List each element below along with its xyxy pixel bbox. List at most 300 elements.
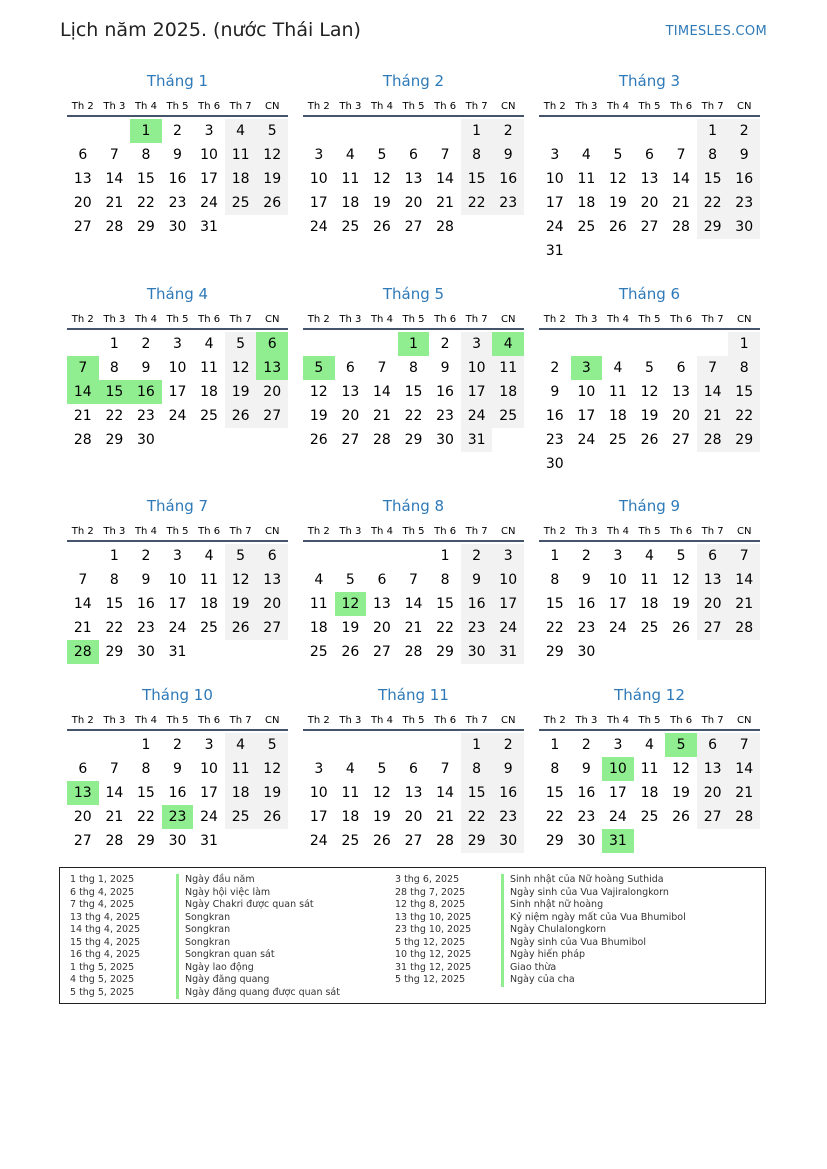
day-cell: 17 <box>492 592 524 616</box>
weekday-label: Th 3 <box>103 526 126 537</box>
day-cell: 18 <box>200 384 218 400</box>
day-cell: 31 <box>200 833 218 849</box>
weekday-label: Th 6 <box>670 715 693 726</box>
empty-cell <box>303 119 335 143</box>
empty-cell <box>366 332 398 356</box>
holiday-day-cell: 6 <box>256 332 288 356</box>
holiday-day-cell: 23 <box>162 805 194 829</box>
holiday-day-cell: 7 <box>67 356 99 380</box>
weekday-label: Th 6 <box>198 526 221 537</box>
day-cell: 14 <box>697 380 729 404</box>
day-cell: 1 <box>461 119 493 143</box>
day-cell: 21 <box>672 195 690 211</box>
day-cell: 25 <box>309 644 328 660</box>
day-cell: 14 <box>672 171 690 187</box>
weekday-label: Th 7 <box>465 101 488 112</box>
legend-name: Ngày Chakri được quan sát <box>185 899 314 910</box>
day-cell: 18 <box>341 809 360 825</box>
day-cell: 8 <box>728 356 760 380</box>
weekday-label: Th 6 <box>670 526 693 537</box>
empty-cell <box>665 119 697 143</box>
month-title: Tháng 3 <box>618 72 681 90</box>
legend-item <box>60 949 340 962</box>
day-cell: 15 <box>461 167 493 191</box>
legend-marker <box>176 912 179 925</box>
day-cell: 1 <box>141 737 151 753</box>
day-cell: 24 <box>609 809 627 825</box>
legend-item <box>385 924 686 937</box>
day-cell: 11 <box>341 171 360 187</box>
weekday-label: Th 2 <box>71 715 94 726</box>
day-cell: 11 <box>577 171 596 187</box>
weekday-label: Th 5 <box>166 715 189 726</box>
day-cell: 15 <box>545 596 564 612</box>
day-cell: 7 <box>109 147 119 163</box>
day-cell: 26 <box>341 644 360 660</box>
day-cell: 7 <box>78 572 88 588</box>
day-grid <box>67 332 288 452</box>
day-cell: 6 <box>345 360 355 376</box>
day-cell: 27 <box>697 805 729 829</box>
legend-item <box>385 937 686 950</box>
day-cell: 27 <box>404 833 423 849</box>
month-7 <box>67 497 288 664</box>
legend-item <box>60 974 340 987</box>
day-cell: 25 <box>225 191 257 215</box>
day-cell: 23 <box>436 408 454 424</box>
day-cell: 4 <box>345 761 355 777</box>
day-cell: 24 <box>461 404 493 428</box>
empty-cell <box>665 332 697 356</box>
weekday-label: Th 7 <box>465 526 488 537</box>
day-cell: 23 <box>461 616 493 640</box>
day-cell: 31 <box>200 219 218 235</box>
day-cell: 2 <box>581 548 591 564</box>
day-cell: 11 <box>640 572 659 588</box>
weekday-header <box>67 705 288 731</box>
legend-name: Ngày đăng quang <box>185 974 270 985</box>
day-cell: 14 <box>105 785 124 801</box>
day-cell: 16 <box>492 167 524 191</box>
day-grid <box>539 332 760 476</box>
day-cell: 28 <box>436 833 454 849</box>
day-cell: 24 <box>577 432 596 448</box>
weekday-label: Th 3 <box>575 314 598 325</box>
weekday-label: Th 4 <box>134 101 157 112</box>
legend-item <box>60 924 340 937</box>
day-cell: 2 <box>141 336 151 352</box>
day-cell: 24 <box>168 408 187 424</box>
day-cell: 3 <box>173 336 182 352</box>
legend-name: Ngày sinh của Vua Bhumibol <box>510 936 646 948</box>
empty-cell <box>99 733 131 757</box>
day-cell: 14 <box>404 596 423 612</box>
legend-date: 6 thg 4, 2025 <box>70 886 135 898</box>
holiday-day-cell: 4 <box>492 332 524 356</box>
day-cell: 10 <box>168 360 187 376</box>
day-cell: 21 <box>105 195 124 211</box>
empty-cell <box>602 332 634 356</box>
legend-name: Songkran quan sát <box>185 949 275 960</box>
day-cell: 16 <box>168 171 187 187</box>
day-cell: 7 <box>109 761 119 777</box>
legend-name: Songkran <box>185 924 231 935</box>
day-cell: 3 <box>613 737 623 753</box>
day-cell: 26 <box>672 620 690 636</box>
weekday-label: Th 2 <box>71 526 94 537</box>
legend-date: 13 thg 4, 2025 <box>70 911 141 923</box>
day-cell: 15 <box>137 171 155 187</box>
weekday-label: Th 4 <box>606 314 629 325</box>
weekday-label: Th 2 <box>307 101 330 112</box>
day-cell: 13 <box>404 785 423 801</box>
day-cell: 13 <box>697 568 729 592</box>
day-cell: 17 <box>200 785 218 801</box>
weekday-label: Th 4 <box>134 715 157 726</box>
holiday-day-cell: 28 <box>67 640 99 664</box>
day-cell: 7 <box>440 761 450 777</box>
day-cell: 21 <box>73 408 92 424</box>
legend-item <box>385 874 686 887</box>
legend-item <box>385 974 686 987</box>
legend-column-right <box>385 874 686 987</box>
day-cell: 3 <box>204 737 214 753</box>
day-cell: 9 <box>141 572 151 588</box>
weekday-label: Th 6 <box>434 314 457 325</box>
weekday-label: Th 7 <box>701 314 724 325</box>
day-cell: 24 <box>545 219 564 235</box>
weekday-label: Th 3 <box>339 715 362 726</box>
holiday-day-cell: 13 <box>256 356 288 380</box>
day-cell: 25 <box>341 219 360 235</box>
holiday-day-cell: 5 <box>303 356 335 380</box>
day-cell: 21 <box>436 809 454 825</box>
weekday-label: Th 2 <box>307 314 330 325</box>
legend-marker <box>501 912 504 925</box>
legend-name: Sinh nhật của Nữ hoàng Suthida <box>510 874 664 885</box>
weekday-label: CN <box>737 715 752 726</box>
weekday-label: Th 4 <box>134 314 157 325</box>
day-cell: 16 <box>461 592 493 616</box>
weekday-label: Th 7 <box>229 314 252 325</box>
day-cell: 9 <box>141 360 151 376</box>
day-cell: 8 <box>550 761 560 777</box>
day-cell: 11 <box>609 384 627 400</box>
day-cell: 18 <box>492 380 524 404</box>
day-cell: 3 <box>492 544 524 568</box>
day-cell: 9 <box>550 384 560 400</box>
empty-cell <box>335 733 367 757</box>
empty-cell <box>99 119 131 143</box>
weekday-label: Th 4 <box>370 715 393 726</box>
legend-item <box>60 874 340 887</box>
day-cell: 23 <box>577 620 596 636</box>
empty-cell <box>602 119 634 143</box>
day-cell: 30 <box>545 456 564 472</box>
day-cell: 28 <box>105 219 124 235</box>
day-cell: 22 <box>545 620 564 636</box>
day-cell: 18 <box>640 596 659 612</box>
day-cell: 21 <box>73 620 92 636</box>
day-cell: 26 <box>640 432 659 448</box>
month-title: Tháng 8 <box>382 497 445 515</box>
legend-name: Ngày lao động <box>185 961 254 973</box>
weekday-label: Th 6 <box>670 314 693 325</box>
weekday-label: Th 5 <box>638 526 661 537</box>
empty-cell <box>67 733 99 757</box>
day-cell: 20 <box>404 809 423 825</box>
day-cell: 26 <box>225 404 257 428</box>
empty-cell <box>335 332 367 356</box>
day-cell: 9 <box>173 761 182 777</box>
month-title: Tháng 11 <box>378 686 449 704</box>
day-cell: 4 <box>225 119 257 143</box>
empty-cell <box>539 119 571 143</box>
legend-name: Ngày của cha <box>510 974 575 985</box>
day-cell: 26 <box>373 833 391 849</box>
site-link[interactable]: TIMESLES.COM <box>665 24 767 39</box>
day-cell: 1 <box>550 737 560 753</box>
day-cell: 20 <box>73 809 92 825</box>
legend-date: 5 thg 12, 2025 <box>395 974 466 985</box>
day-cell: 12 <box>373 785 391 801</box>
empty-cell <box>429 733 461 757</box>
empty-cell <box>429 119 461 143</box>
weekday-label: CN <box>265 101 280 112</box>
day-cell: 2 <box>440 336 450 352</box>
day-cell: 19 <box>309 408 328 424</box>
day-cell: 13 <box>256 568 288 592</box>
day-cell: 17 <box>609 785 627 801</box>
day-cell: 9 <box>581 572 591 588</box>
day-cell: 22 <box>137 809 155 825</box>
day-cell: 14 <box>436 785 454 801</box>
day-cell: 1 <box>550 548 560 564</box>
month-title: Tháng 6 <box>618 285 681 303</box>
day-cell: 16 <box>137 596 155 612</box>
day-cell: 21 <box>728 781 760 805</box>
day-cell: 23 <box>728 191 760 215</box>
legend-column-left <box>60 874 340 999</box>
day-cell: 31 <box>461 428 493 452</box>
day-cell: 4 <box>613 360 623 376</box>
day-cell: 28 <box>728 805 760 829</box>
empty-cell <box>366 119 398 143</box>
month-title: Tháng 10 <box>142 686 213 704</box>
day-cell: 9 <box>173 147 182 163</box>
day-cell: 19 <box>672 596 690 612</box>
day-cell: 8 <box>550 572 560 588</box>
empty-cell <box>67 119 99 143</box>
day-cell: 30 <box>728 215 760 239</box>
day-cell: 25 <box>200 620 218 636</box>
legend-item <box>385 887 686 900</box>
weekday-header <box>303 516 524 542</box>
day-cell: 14 <box>436 171 454 187</box>
holiday-day-cell: 31 <box>602 829 634 853</box>
legend-date: 15 thg 4, 2025 <box>70 936 141 948</box>
day-cell: 10 <box>200 147 218 163</box>
holiday-day-cell: 15 <box>99 380 131 404</box>
day-cell: 26 <box>609 219 627 235</box>
day-cell: 24 <box>200 195 218 211</box>
day-cell: 16 <box>577 785 596 801</box>
weekday-label: CN <box>501 715 516 726</box>
weekday-label: Th 7 <box>229 715 252 726</box>
day-cell: 27 <box>73 833 92 849</box>
day-cell: 2 <box>728 119 760 143</box>
day-cell: 27 <box>341 432 360 448</box>
day-cell: 13 <box>341 384 360 400</box>
day-cell: 15 <box>105 596 124 612</box>
day-cell: 2 <box>173 123 182 139</box>
day-cell: 27 <box>256 404 288 428</box>
day-cell: 12 <box>225 568 257 592</box>
day-cell: 28 <box>697 428 729 452</box>
day-cell: 6 <box>377 572 387 588</box>
weekday-label: Th 7 <box>465 314 488 325</box>
day-cell: 25 <box>640 809 659 825</box>
day-cell: 15 <box>404 384 423 400</box>
day-cell: 18 <box>577 195 596 211</box>
day-cell: 28 <box>728 616 760 640</box>
legend-name: Giao thừa <box>510 961 557 973</box>
day-cell: 22 <box>436 620 454 636</box>
day-cell: 24 <box>492 616 524 640</box>
legend-date: 5 thg 12, 2025 <box>395 936 466 948</box>
day-cell: 5 <box>225 332 257 356</box>
day-cell: 23 <box>137 620 155 636</box>
holiday-day-cell: 5 <box>665 733 697 757</box>
day-cell: 29 <box>545 644 564 660</box>
weekday-label: Th 2 <box>307 526 330 537</box>
day-cell: 30 <box>461 640 493 664</box>
legend-date: 31 thg 12, 2025 <box>395 961 472 973</box>
month-1 <box>67 72 288 239</box>
day-cell: 8 <box>697 143 729 167</box>
day-cell: 25 <box>341 833 360 849</box>
day-cell: 19 <box>256 167 288 191</box>
weekday-label: Th 5 <box>166 314 189 325</box>
legend-name: Songkran <box>185 936 231 948</box>
day-cell: 26 <box>256 805 288 829</box>
day-cell: 17 <box>200 171 218 187</box>
empty-cell <box>398 119 430 143</box>
day-cell: 9 <box>440 360 450 376</box>
day-grid <box>539 544 760 664</box>
month-title: Tháng 1 <box>146 72 209 90</box>
day-cell: 25 <box>200 408 218 424</box>
legend-date: 10 thg 12, 2025 <box>395 949 472 960</box>
day-cell: 31 <box>492 640 524 664</box>
day-cell: 14 <box>728 757 760 781</box>
day-cell: 16 <box>492 781 524 805</box>
day-cell: 30 <box>168 833 187 849</box>
weekday-label: CN <box>265 314 280 325</box>
weekday-label: Th 5 <box>638 101 661 112</box>
day-cell: 25 <box>609 432 627 448</box>
day-cell: 24 <box>609 620 627 636</box>
day-cell: 9 <box>461 568 493 592</box>
day-cell: 1 <box>461 733 493 757</box>
day-cell: 22 <box>105 620 124 636</box>
day-cell: 15 <box>728 380 760 404</box>
weekday-label: Th 7 <box>465 715 488 726</box>
weekday-label: CN <box>501 101 516 112</box>
legend-date: 4 thg 5, 2025 <box>70 974 135 985</box>
day-cell: 8 <box>461 757 493 781</box>
day-grid <box>539 733 760 853</box>
weekday-label: Th 5 <box>638 314 661 325</box>
day-cell: 5 <box>377 147 387 163</box>
weekday-label: Th 5 <box>166 101 189 112</box>
day-cell: 15 <box>436 596 454 612</box>
weekday-label: Th 6 <box>198 715 221 726</box>
weekday-label: Th 2 <box>543 526 566 537</box>
day-cell: 1 <box>728 332 760 356</box>
legend-name: Ngày sinh của Vua Vajiralongkorn <box>510 886 669 898</box>
day-cell: 28 <box>73 432 92 448</box>
legend-name: Songkran <box>185 911 231 923</box>
empty-cell <box>634 119 666 143</box>
weekday-header <box>67 516 288 542</box>
day-cell: 6 <box>409 761 418 777</box>
day-cell: 5 <box>345 572 355 588</box>
legend-date: 13 thg 10, 2025 <box>395 911 472 923</box>
day-cell: 29 <box>697 215 729 239</box>
day-cell: 4 <box>345 147 355 163</box>
day-cell: 24 <box>200 809 218 825</box>
day-cell: 27 <box>373 644 391 660</box>
legend-marker <box>501 887 504 900</box>
empty-cell <box>571 119 603 143</box>
day-cell: 28 <box>105 833 124 849</box>
day-cell: 30 <box>137 644 155 660</box>
day-cell: 14 <box>73 596 92 612</box>
day-cell: 29 <box>105 644 124 660</box>
day-cell: 10 <box>609 572 627 588</box>
weekday-label: Th 4 <box>370 101 393 112</box>
day-cell: 8 <box>409 360 418 376</box>
empty-cell <box>67 332 99 356</box>
day-grid <box>67 119 288 239</box>
day-cell: 10 <box>309 785 328 801</box>
month-12 <box>539 686 760 853</box>
weekday-label: Th 5 <box>402 715 425 726</box>
weekday-label: Th 3 <box>339 314 362 325</box>
weekday-header <box>303 91 524 117</box>
day-cell: 27 <box>640 219 659 235</box>
day-cell: 6 <box>78 147 88 163</box>
day-cell: 29 <box>137 219 155 235</box>
day-cell: 25 <box>225 805 257 829</box>
day-cell: 19 <box>640 408 659 424</box>
day-cell: 14 <box>728 568 760 592</box>
empty-cell <box>398 544 430 568</box>
day-cell: 7 <box>728 733 760 757</box>
weekday-label: Th 2 <box>543 715 566 726</box>
day-cell: 22 <box>461 805 493 829</box>
weekday-header <box>539 705 760 731</box>
day-cell: 2 <box>581 737 591 753</box>
legend-date: 1 thg 5, 2025 <box>70 961 135 973</box>
day-cell: 4 <box>581 147 591 163</box>
empty-cell <box>67 544 99 568</box>
day-cell: 28 <box>436 219 454 235</box>
empty-cell <box>366 733 398 757</box>
day-cell: 27 <box>672 432 690 448</box>
day-cell: 21 <box>404 620 423 636</box>
